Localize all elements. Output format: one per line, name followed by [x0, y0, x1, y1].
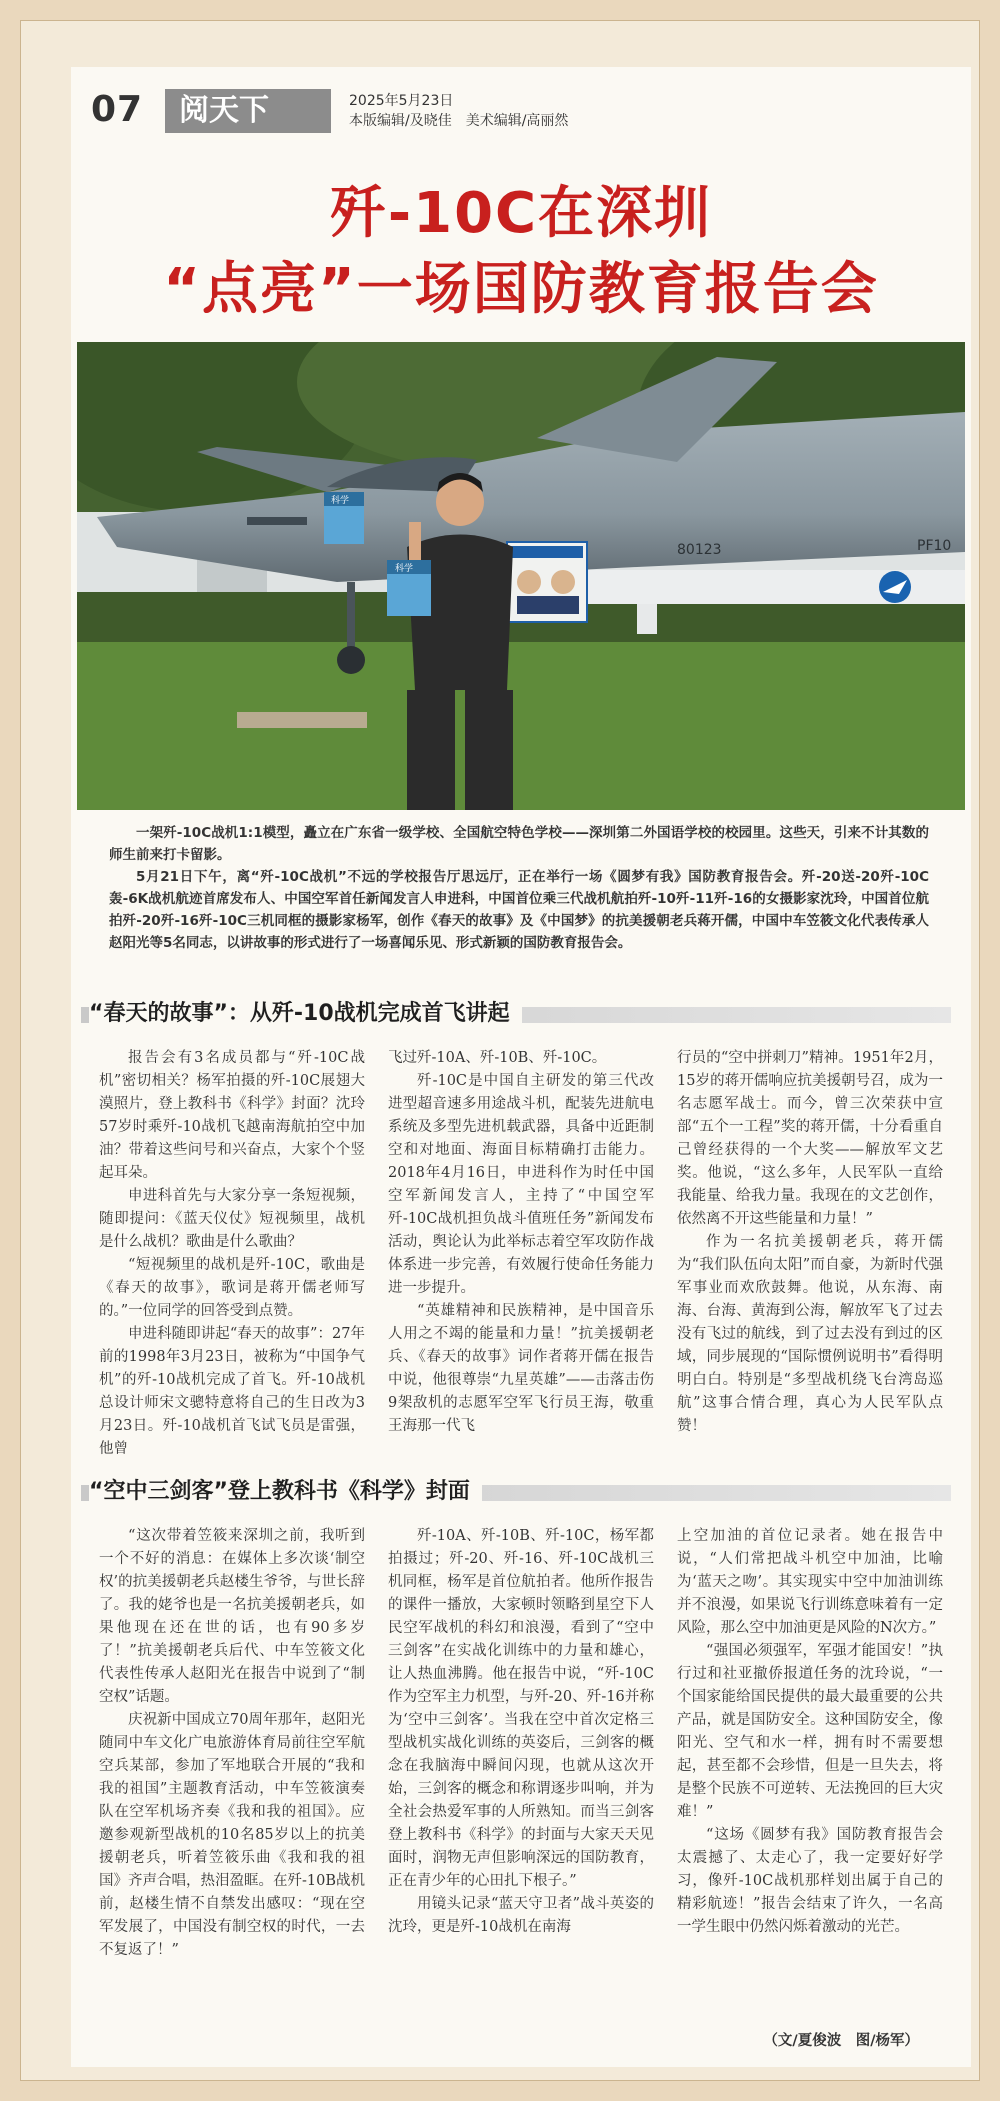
section-2-title: “空中三剑客”登上教科书《科学》封面 [89, 1474, 482, 1505]
book-title-2: 科学 [395, 564, 414, 574]
page-number: 07 [91, 89, 144, 130]
paragraph: “英雄精神和民族精神，是中国音乐人用之不竭的能量和力量！”抗美援朝老兵、《春天的故事》词作者蒋开儒在报告中说，他很尊崇“九星英雄”——击落击伤9架敌机的志愿军空军飞行员王海，敬重王海那一代飞 [388, 1303, 654, 1434]
paragraph: 歼-10C是中国自主研发的第三代改进型超音速多用途战斗机，配装先进航电系统及多型先进机载武器，具备中近距制空和对地面、海面目标精确打击能力。2018年4月16日，申进科作为时任中国空军新闻发言人，主持了“中国空军歼-10C战机担负战斗值班任务”新闻发布活动，舆论认为此举标志着空军攻防作战体系进一步完善，有效履行使命任务能力进一步提升。 [388, 1073, 654, 1296]
lead-paragraph-2: 5月21日下午，离“歼-10C战机”不远的学校报告厅思远厅，正在举行一场《圆梦有我》国防教育报告会。歼-20送-20歼-10C轰-6K战机航迹首席发布人、中国空军首任新闻发言人申进科，中国首位乘三代战机航拍歼-10歼-11歼-16的女摄影家沈玲，中国首位航拍歼-20歼-16歼-10C三机同框的摄影家杨军，创作《春天的故事》及《中国梦》的抗美援朝老兵蒋开儒，中国中车笠筱文化代表传承人赵阳光等5名同志，以讲故事的形式进行了一场喜闻乐见、形式新颖的国防教育报告会。 [109, 869, 929, 951]
section-1-col-3 [677, 1047, 943, 1461]
newspaper-page [71, 67, 971, 2067]
headline-line-2: “点亮”一场国防教育报告会 [163, 257, 879, 322]
paragraph: 报告会有3名成员都与“歼-10C战机”密切相关？杨军拍摄的歼-10C展翅大漠照片，登上教科书《科学》封面？沈玲57岁时乘歼-10战机飞越南海航拍空中加油？带着这些问号和兴奋点，大家个个竖起耳朵。 [99, 1050, 365, 1181]
section-2-header [81, 1479, 951, 1505]
masthead-meta [349, 91, 568, 131]
paragraph: 申进科首先与大家分享一条短视频，随即提问：《蓝天仪仗》短视频里，战机是什么战机？歌曲是什么歌曲？ [99, 1188, 365, 1250]
section-2-col-3 [677, 1525, 943, 1962]
paragraph: “强国必须强军，军强才能国安！”执行过和社亚撤侨报道任务的沈玲说，“一个国家能给国民提供的最大最重要的公共产品，就是国防安全。这种国防安全，像阳光、空气和水一样，拥有时不需要想起，甚至都不会珍惜，但是一旦失去，将是整个民族不可逆转、无法挽回的巨大灾难！” [677, 1643, 943, 1820]
editors-line: 本版编辑/及晓佳 美术编辑/高丽然 [349, 113, 569, 129]
paragraph: 上空加油的首位记录者。她在报告中说，“人们常把战斗机空中加油，比喻为‘蓝天之吻’。其实现实中空中加油训练并不浪漫，如果说飞行训练意味着有一定风险，那么空中加油更是风险的N次方。” [677, 1528, 943, 1636]
paragraph: 歼-10A、歼-10B、歼-10C，杨军都拍摄过；歼-20、歼-16、歼-10C战机三机同框，杨军是首位航拍者。他所作报告的课件一播放，大家顿时领略到星空下人民空军战机的科幻和浪漫，看到了“空中三剑客”在实战化训练中的力量和雄心，让人热血沸腾。他在报告中说，“歼-10C作为空军主力机型，与歼-20、歼-16并称为‘空中三剑客’。当我在空中首次定格三型战机实战化训练的英姿后，三剑客的概念在我脑海中瞬间闪现，也就从这次开始，三剑客的概念和称谓逐步叫响，并为全社会热爱军事的人所熟知。而当三剑客登上教科书《科学》的封面与大家天天见面时，润物无声但影响深远的国防教育，正在青少年的心田扎下根子。” [388, 1528, 654, 1889]
lead-photo-illustration [77, 342, 965, 810]
paragraph: 用镜头记录“蓝天守卫者”战斗英姿的沈玲，更是歼-10战机在南海 [388, 1896, 654, 1935]
paragraph: 飞过歼-10A、歼-10B、歼-10C。 [388, 1050, 607, 1066]
section-1-header [81, 1001, 951, 1027]
paragraph: 申进科随即讲起“春天的故事”：27年前的1998年3月23日，被称为“中国争气机”的歼-10战机完成了首飞。歼-10战机总设计师宋文骢特意将自己的生日改为3月23日。歼-10战机首飞试飞员是雷强，他曾 [99, 1326, 365, 1457]
section-2-col-1 [99, 1525, 365, 1962]
paragraph: “短视频里的战机是歼-10C，歌曲是《春天的故事》，歌词是蒋开儒老师写的。”一位同学的回答受到点赞。 [99, 1257, 365, 1319]
photo-text-credit: （文/夏俊波 图/杨军） [763, 2033, 919, 2049]
aircraft-serial-1: 80123 [677, 542, 722, 558]
section-2-columns [99, 1525, 943, 1962]
section-1-columns [99, 1047, 943, 1461]
paragraph: “这次带着笠筱来深圳之前，我听到一个不好的消息：在媒体上多次谈‘制空权’的抗美援朝老兵赵楼生爷爷，与世长辞了。我的姥爷也是一名抗美援朝老兵，如果他现在还在世的话，也有90多岁了！”抗美援朝老兵后代、中车笠筱文化代表性传承人赵阳光在报告中说到了“制空权”话题。 [99, 1528, 365, 1705]
book-title-1: 科学 [331, 496, 350, 506]
section-1-col-2 [388, 1047, 654, 1461]
lead-paragraph-1: 一架歼-10C战机1:1模型，矗立在广东省一级学校、全国航空特色学校——深圳第二外国语学校的校园里。这些天，引来不计其数的师生前来打卡留影。 [109, 825, 929, 863]
paragraph: 作为一名抗美援朝老兵，蒋开儒为“我们队伍向太阳”而自豪，为新时代强军事业而欢欣鼓舞。他说，从东海、南海、台海、黄海到公海，解放军飞了过去没有飞过的航线，到了过去没有到过的区域，同步展现的“国际惯例说明书”看得明明白白。特别是“多型战机绕飞台湾岛巡航”这事合情合理，真心为人民军队点赞！ [677, 1234, 943, 1434]
masthead [91, 89, 951, 133]
paragraph: 行员的“空中拼刺刀”精神。1951年2月，15岁的蒋开儒响应抗美援朝号召，成为一名志愿军战士。而今，曾三次荣获中宣部“五个一工程”奖的蒋开儒，十分看重自己曾经获得的一个大奖——解放军文艺奖。他说，“这么多年，人民军队一直给我能量、给我力量。我现在的文艺创作，依然离不开这些能量和力量！” [677, 1050, 943, 1227]
paragraph: “这场《圆梦有我》国防教育报告会太震撼了、太走心了，我一定要好好学习，像歼-10C战机那样划出属于自己的精彩航迹！”报告会结束了许久，一名高一学生眼中仍然闪烁着激动的光芒。 [677, 1827, 943, 1935]
issue-date: 2025年5月23日 [349, 93, 454, 109]
section-1-title: “春天的故事”：从歼-10战机完成首飞讲起 [89, 996, 522, 1027]
section-tag: 阅天下 [165, 89, 331, 133]
section-1-col-1 [99, 1047, 365, 1461]
headline-line-1: 歼-10C在深圳 [329, 181, 713, 246]
lead-photo [77, 342, 965, 810]
aircraft-serial-2: PF10 [917, 538, 952, 554]
lead-paragraph [109, 822, 929, 954]
paragraph: 庆祝新中国成立70周年那年，赵阳光随同中车文化广电旅游体育局前往空军航空兵某部，参加了军地联合开展的“我和我的祖国”主题教育活动，中车笠筱演奏队在空军机场齐奏《我和我的祖国》。应邀参观新型战机的10名85岁以上的抗美援朝老兵，听着笠筱乐曲《我和我的祖国》齐声合唱，热泪盈眶。在歼-10B战机前，赵楼生情不自禁发出感叹：“现在空军发展了，中国没有制空权的时代，一去不复返了！” [99, 1712, 366, 1958]
section-2-col-2 [388, 1525, 654, 1962]
newspaper-frame [20, 20, 980, 2081]
